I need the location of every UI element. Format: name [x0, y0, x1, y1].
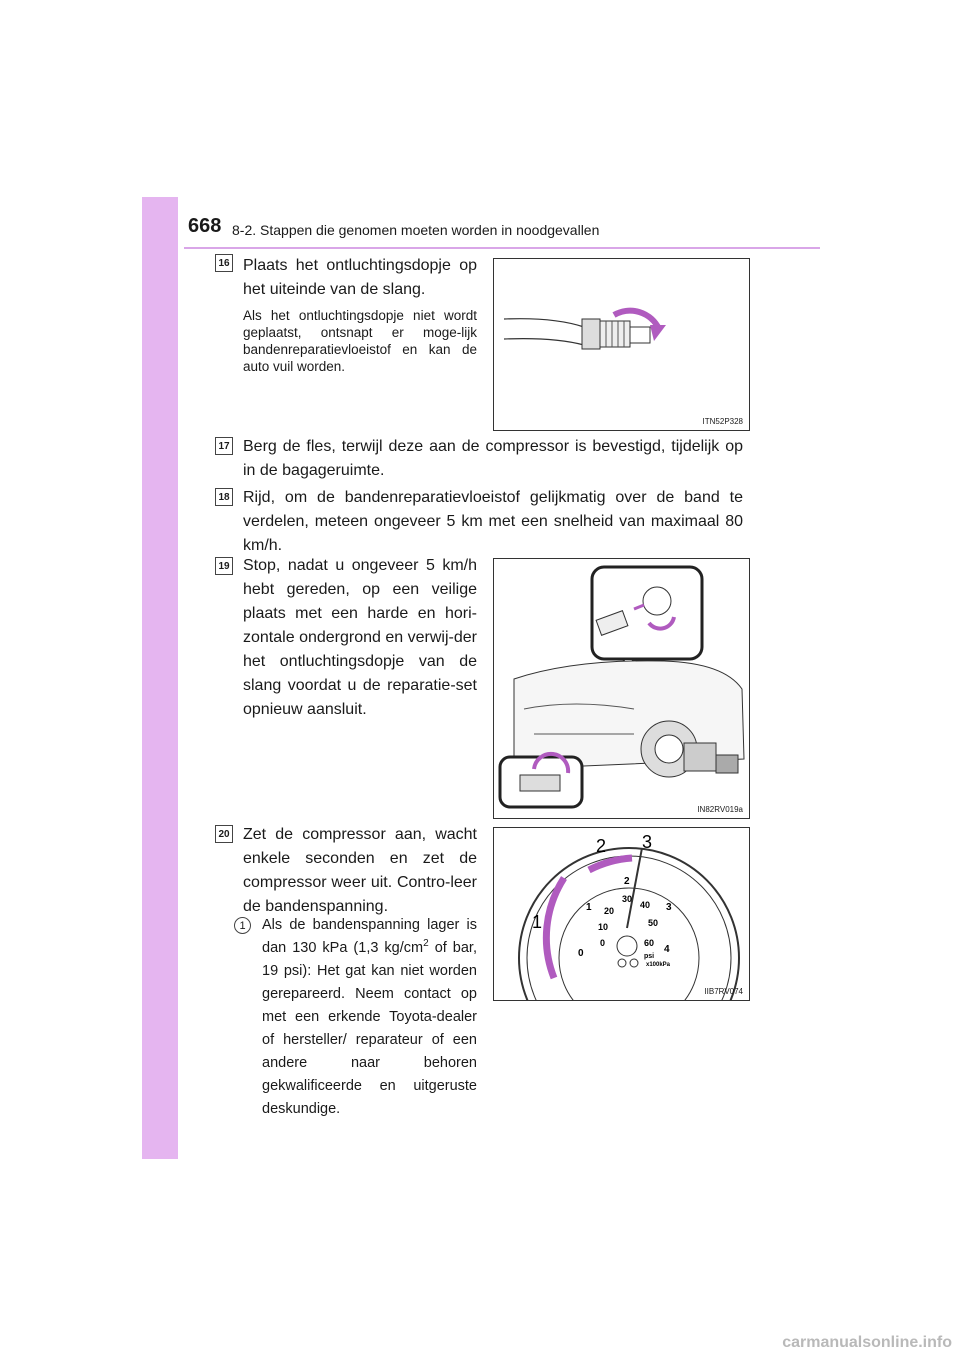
- figure-hose-cap: [493, 258, 750, 431]
- superscript-2: 2: [423, 938, 429, 950]
- section-title: 8-2. Stappen die genomen moeten worden in noodgevallen: [232, 222, 600, 238]
- car-illustration: [494, 559, 749, 818]
- figure-car-repair-kit: [493, 558, 750, 819]
- step-number-16: 16: [215, 254, 233, 272]
- gauge-inner-20: 20: [604, 906, 615, 916]
- step-number-19: 19: [215, 557, 233, 575]
- gauge-outer-4: 4: [664, 944, 670, 955]
- gauge-outer-3: 3: [666, 902, 672, 913]
- gauge-inner-60: 60: [644, 938, 655, 948]
- step-number-17: 17: [215, 437, 233, 455]
- sub-item-marker-1: 1: [234, 917, 251, 934]
- sub-item-1-text-part1: Als de bandenspanning lager is dan 130 kPa (1,3 kg/cm: [262, 917, 477, 956]
- page-header: [184, 213, 820, 249]
- gauge-outer-1: 1: [586, 902, 592, 913]
- gauge-callout-2: 2: [596, 836, 607, 856]
- gauge-inner-0: 0: [600, 938, 606, 948]
- gauge-unit-kpa: x100kPa: [646, 962, 671, 968]
- step-20-text: Zet de compressor aan, wacht enkele seconden en zet de compressor weer uit. Contro-leer de bandenspanning.: [243, 826, 477, 915]
- step-16-text: Plaats het ontluchtingsdopje op het uiteinde van de slang.: [243, 257, 477, 298]
- gauge-callout-3: 3: [642, 832, 653, 852]
- step-18-text: Rijd, om de bandenreparatievloeistof gelijkmatig over de band te verdelen, meteen ongeveer 5 km met een snelheid van maximaal 80 km/h.: [243, 489, 743, 554]
- chapter-sidebar-tab: [142, 197, 178, 1159]
- pressure-gauge-illustration: [494, 828, 749, 1000]
- gauge-inner-50: 50: [648, 918, 659, 928]
- gauge-inner-40: 40: [640, 900, 651, 910]
- figure-code: IIB7RV074: [704, 987, 743, 996]
- gauge-callout-1: 1: [532, 912, 543, 932]
- step-number-20: 20: [215, 825, 233, 843]
- figure-code: IN82RV019a: [697, 805, 743, 814]
- gauge-outer-0: 0: [578, 948, 584, 959]
- step-19-text: Stop, nadat u ongeveer 5 km/h hebt gereden, op een veilige plaats met een harde en hori-zontale ondergrond en verwij-der het ontluchtingsdopje van de slang voordat u de reparatie-set opnieuw aansluit.: [243, 557, 477, 718]
- gauge-inner-30: 30: [622, 894, 633, 904]
- hose-cap-illustration: [494, 259, 749, 430]
- step-16-note: Als het ontluchtingsdopje niet wordt geplaatst, ontsnapt er moge-lijk bandenreparatievloeistof en kan de auto vuil worden.: [243, 308, 477, 374]
- sub-item-1-text: [262, 914, 477, 1121]
- gauge-unit-psi: psi: [644, 953, 655, 960]
- gauge-inner-10: 10: [598, 922, 609, 932]
- page-number: 668: [188, 215, 222, 237]
- figure-code: ITN52P328: [702, 417, 743, 426]
- figure-pressure-gauge: [493, 827, 750, 1001]
- step-17-text: Berg de fles, terwijl deze aan de compressor is bevestigd, tijdelijk op in de bagageruimte.: [243, 438, 743, 479]
- sub-item-1-text-part2: of bar, 19 psi): Het gat kan niet worden gerepareerd. Neem contact op met een erkende Toyota-dealer of hersteller/ reparateur of een andere naar behoren gekwalificeerde en uitgeruste deskundige.: [262, 940, 477, 1117]
- step-number-18: 18: [215, 488, 233, 506]
- watermark: carmanualsonline.info: [782, 1334, 952, 1351]
- gauge-outer-2: 2: [624, 876, 630, 887]
